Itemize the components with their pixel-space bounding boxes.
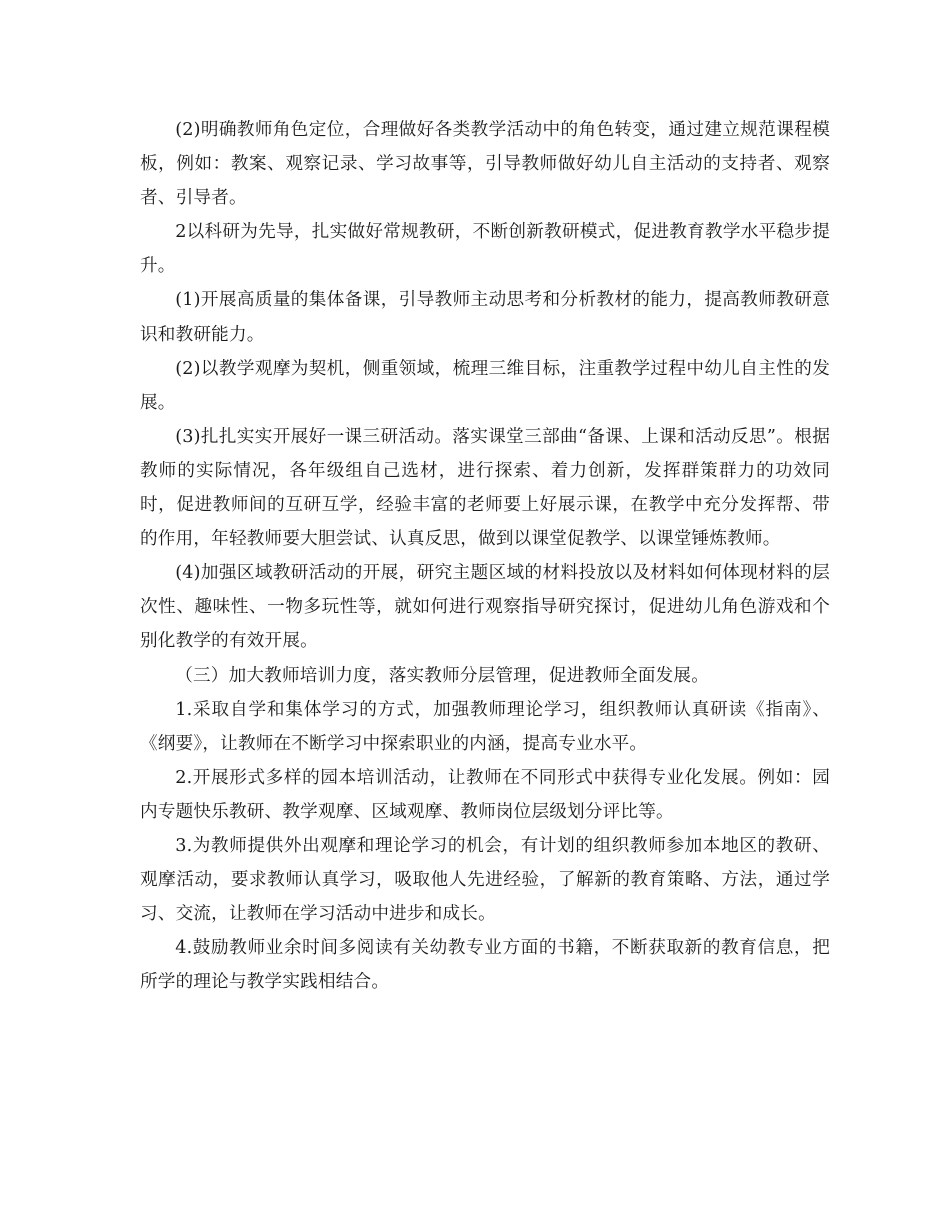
paragraph-area-research: (4)加强区域教研活动的开展，研究主题区域的材料投放以及材料如何体现材料的层次性、趣味性、一物多玩性等，就如何进行观察指导研究探讨，促进幼儿角色游戏和个别化教学的有效开展。 [140,563,830,652]
paragraph-teaching-observation: (2)以教学观摩为契机，侧重领域，梳理三维目标，注重教学过程中幼儿自主性的发展。 [140,358,830,413]
paragraph-one-lesson-three-research: (3)扎扎实实开展好一课三研活动。落实课堂三部曲“备课、上课和活动反思”。根据教师的实际情况，各年级组自己选材，进行探索、着力创新，发挥群策群力的功效同时，促进教师间的互研互学，经验丰富的老师要上好展示课，在教学中充分发挥帮、带的作用，年轻教师要大胆尝试、认真反思，做到以课堂促教学、以课堂锤炼教师。 [140,426,830,550]
paragraph-collective-lesson-prep: (1)开展高质量的集体备课，引导教师主动思考和分析教材的能力，提高教师教研意识和教研能力。 [140,290,830,345]
section-heading-teacher-training: （三）加大教师培训力度，落实教师分层管理，促进教师全面发展。 [175,665,710,686]
paragraph-school-training: 2.开展形式多样的园本培训活动，让教师在不同形式中获得专业化发展。例如：园内专题快乐教研、教学观摩、区域观摩、教师岗位层级划分评比等。 [140,767,830,822]
paragraph-self-study: 1.采取自学和集体学习的方式，加强教师理论学习，组织教师认真研读《指南》、《纲要》，让教师在不断学习中探索职业的内涵，提高专业水平。 [140,699,830,754]
paragraph-reading-encouragement: 4.鼓励教师业余时间多阅读有关幼教专业方面的书籍，不断获取新的教育信息，把所学的理论与教学实践相结合。 [140,938,830,993]
paragraph-external-observation: 3.为教师提供外出观摩和理论学习的机会，有计划的组织教师参加本地区的教研、观摩活动，要求教师认真学习，吸取他人先进经验，了解新的教育策略、方法，通过学习、交流，让教师在学习活动中进步和成长。 [140,835,830,925]
document-body [140,113,830,999]
paragraph-role-positioning: (2)明确教师角色定位，合理做好各类教学活动中的角色转变，通过建立规范课程模板，例如：教案、观察记录、学习故事等，引导教师做好幼儿自主活动的支持者、观察者、引导者。 [140,120,830,209]
paragraph-research-lead: 2以科研为先导，扎实做好常规教研，不断创新教研模式，促进教育教学水平稳步提升。 [140,222,830,277]
